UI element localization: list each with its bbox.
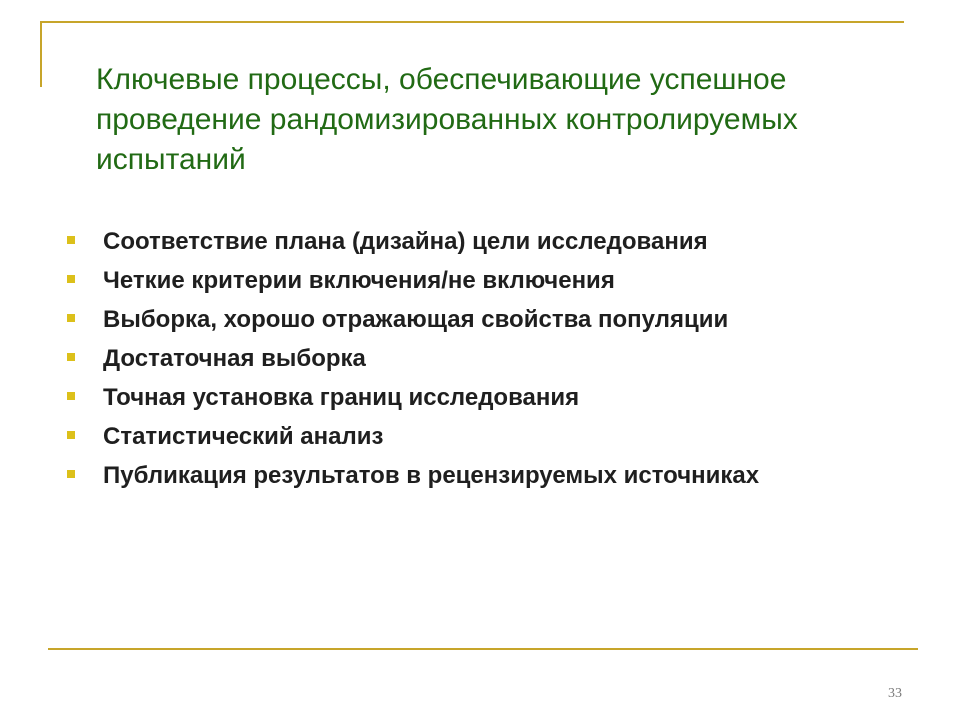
bullet-text: Соответствие плана (дизайна) цели исследования — [103, 228, 708, 255]
bullet-text: Достаточная выборка — [103, 345, 366, 372]
square-bullet-icon — [67, 353, 75, 361]
square-bullet-icon — [67, 431, 75, 439]
bullet-text: Публикация результатов в рецензируемых источниках — [103, 462, 760, 489]
bullet-text: Четкие критерии включения/не включения — [103, 267, 615, 294]
list-item — [64, 417, 759, 456]
bullet-text: Статистический анализ — [103, 423, 384, 450]
list-item — [64, 222, 759, 261]
left-accent-divider — [40, 21, 42, 87]
bullet-text: Выборка, хорошо отражающая свойства популяции — [103, 306, 729, 333]
bullet-text: Точная установка границ исследования — [103, 384, 580, 411]
square-bullet-icon — [67, 275, 75, 283]
list-item — [64, 456, 759, 495]
top-divider — [40, 21, 904, 23]
square-bullet-icon — [67, 314, 75, 322]
list-item — [64, 300, 759, 339]
page-number: 33 — [888, 686, 902, 701]
square-bullet-icon — [67, 236, 75, 244]
bullet-list — [64, 222, 759, 495]
list-item — [64, 339, 759, 378]
square-bullet-icon — [67, 470, 75, 478]
list-item — [64, 261, 759, 300]
slide-title: Ключевые процессы, обеспечивающие успешное проведение рандомизированных контролируемых испытаний — [96, 63, 798, 176]
bottom-divider — [48, 648, 918, 650]
square-bullet-icon — [67, 392, 75, 400]
list-item — [64, 378, 759, 417]
